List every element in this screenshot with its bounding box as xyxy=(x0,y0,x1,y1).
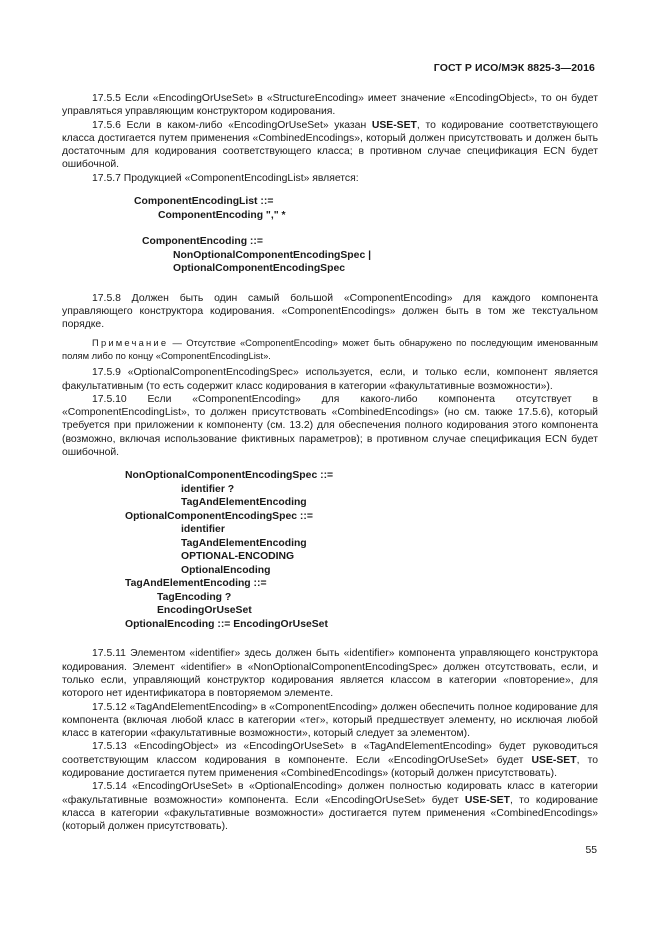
note-label: Примечание xyxy=(92,337,169,349)
paragraph-17-5-12: 17.5.12 «TagAndElementEncoding» в «ComponentEncoding» должен обеспечить полное кодирование для компонента (включая любой класс в категории «тег», который предшествует элементу, но исключая любой класс в категории «факультативные возможности», который следует за элементом). xyxy=(62,701,598,740)
paragraph-17-5-14: 17.5.14 «EncodingOrUseSet» в «OptionalEncoding» должен полностью кодировать класс в категории «факультативные возможности» компонента. Если «EncodingOrUseSet» будет USE-SET, то кодирование класса в категории «факультативные возможности» достигается путем применения «CombinedEncodings» (который должен присутствовать). xyxy=(62,781,598,833)
grammar-line: identifier xyxy=(181,524,225,536)
note: Примечание — Отсутствие «ComponentEncoding» может быть обнаружено по последующим именованным полям либо по концу «ComponentEncodingList». xyxy=(62,337,598,361)
paragraph-17-5-6: 17.5.6 Если в каком-либо «EncodingOrUseSet» указан USE-SET, то кодирование соответствующего класса достигается путем применения «CombinedEncodings», который должен присутствовать и должен быть достаточным для кодирования соответствующего класса; в противном случае спецификация ECN будет ошибочной. xyxy=(62,119,598,171)
grammar-line: NonOptionalComponentEncodingSpec | xyxy=(173,249,372,261)
paragraph-17-5-9: 17.5.9 «OptionalComponentEncodingSpec» используется, если, и только если, компонент является факультативным (то есть содержит класс кодирования в категории «факультативные возможности»). xyxy=(62,367,598,392)
grammar-line: TagAndElementEncoding ::= xyxy=(125,578,267,590)
page-number: 55 xyxy=(585,845,597,856)
grammar-line: OptionalComponentEncodingSpec xyxy=(173,263,346,275)
paragraph-17-5-7: 17.5.7 Продукцией «ComponentEncodingList» является: xyxy=(92,172,359,184)
paragraph-17-5-10: 17.5.10 Если «ComponentEncoding» для какого-либо компонента отсутствует в «ComponentEncodingList», то должен присутствовать «CombinedEncodings» (но см. также 17.5.6), который требуется при приложении к компоненту (см. 13.2) для обеспечения полного кодирования этого компонента (возможно, включая использование фиктивных параметров); в противном случае спецификация ECN будет ошибочной. xyxy=(62,393,598,459)
grammar-line: OptionalEncoding xyxy=(181,564,271,576)
grammar-line: TagAndElementEncoding xyxy=(181,497,307,509)
grammar-component-encoding-spec xyxy=(62,469,598,631)
grammar-component-encoding-list xyxy=(62,195,598,276)
grammar-line: ComponentEncodingList ::= xyxy=(134,196,274,208)
grammar-line: OptionalEncoding ::= EncodingOrUseSet xyxy=(125,618,328,630)
standard-header: ГОСТ Р ИСО/МЭК 8825-3—2016 xyxy=(433,62,595,74)
grammar-line: OptionalComponentEncodingSpec ::= xyxy=(125,510,313,522)
grammar-line: NonOptionalComponentEncodingSpec ::= xyxy=(125,470,334,482)
grammar-line: OPTIONAL-ENCODING xyxy=(181,551,295,563)
grammar-line: TagAndElementEncoding xyxy=(181,537,307,549)
grammar-line: EncodingOrUseSet xyxy=(157,605,252,617)
grammar-line: TagEncoding ? xyxy=(157,591,232,603)
grammar-line: identifier ? xyxy=(181,483,235,495)
paragraph-17-5-5: 17.5.5 Если «EncodingOrUseSet» в «StructureEncoding» имеет значение «EncodingObject», то он будет управляться управляющим конструктором кодирования. xyxy=(62,93,598,118)
grammar-line: ComponentEncoding ::= xyxy=(142,236,263,248)
paragraph-17-5-13: 17.5.13 «EncodingObject» из «EncodingOrUseSet» в «TagAndElementEncoding» будет руководиться соответствующим классом кодирования в компоненте. Если «EncodingOrUseSet» будет USE-SET, то кодирование достигается путем применения «CombinedEncodings» (который должен присутствовать). xyxy=(62,741,598,780)
document-body xyxy=(62,92,598,834)
paragraph-17-5-11: 17.5.11 Элементом «identifier» здесь должен быть «identifier» компонента управляющего конструктора кодирования. Элемент «identifier» в «NonOptionalComponentEncodingSpec» должен отсутствовать, если, и только если, управляющий конструктор кодирования является классом в категории «повторение», для которого нет идентификатора в повторяемом элементе. xyxy=(62,648,598,700)
paragraph-17-5-8: 17.5.8 Должен быть один самый большой «ComponentEncoding» для каждого компонента управляющего конструктора кодирования. «ComponentEncodings» должен быть в том же текстуальном порядке. xyxy=(62,292,598,331)
grammar-line: ComponentEncoding "," * xyxy=(158,209,286,221)
